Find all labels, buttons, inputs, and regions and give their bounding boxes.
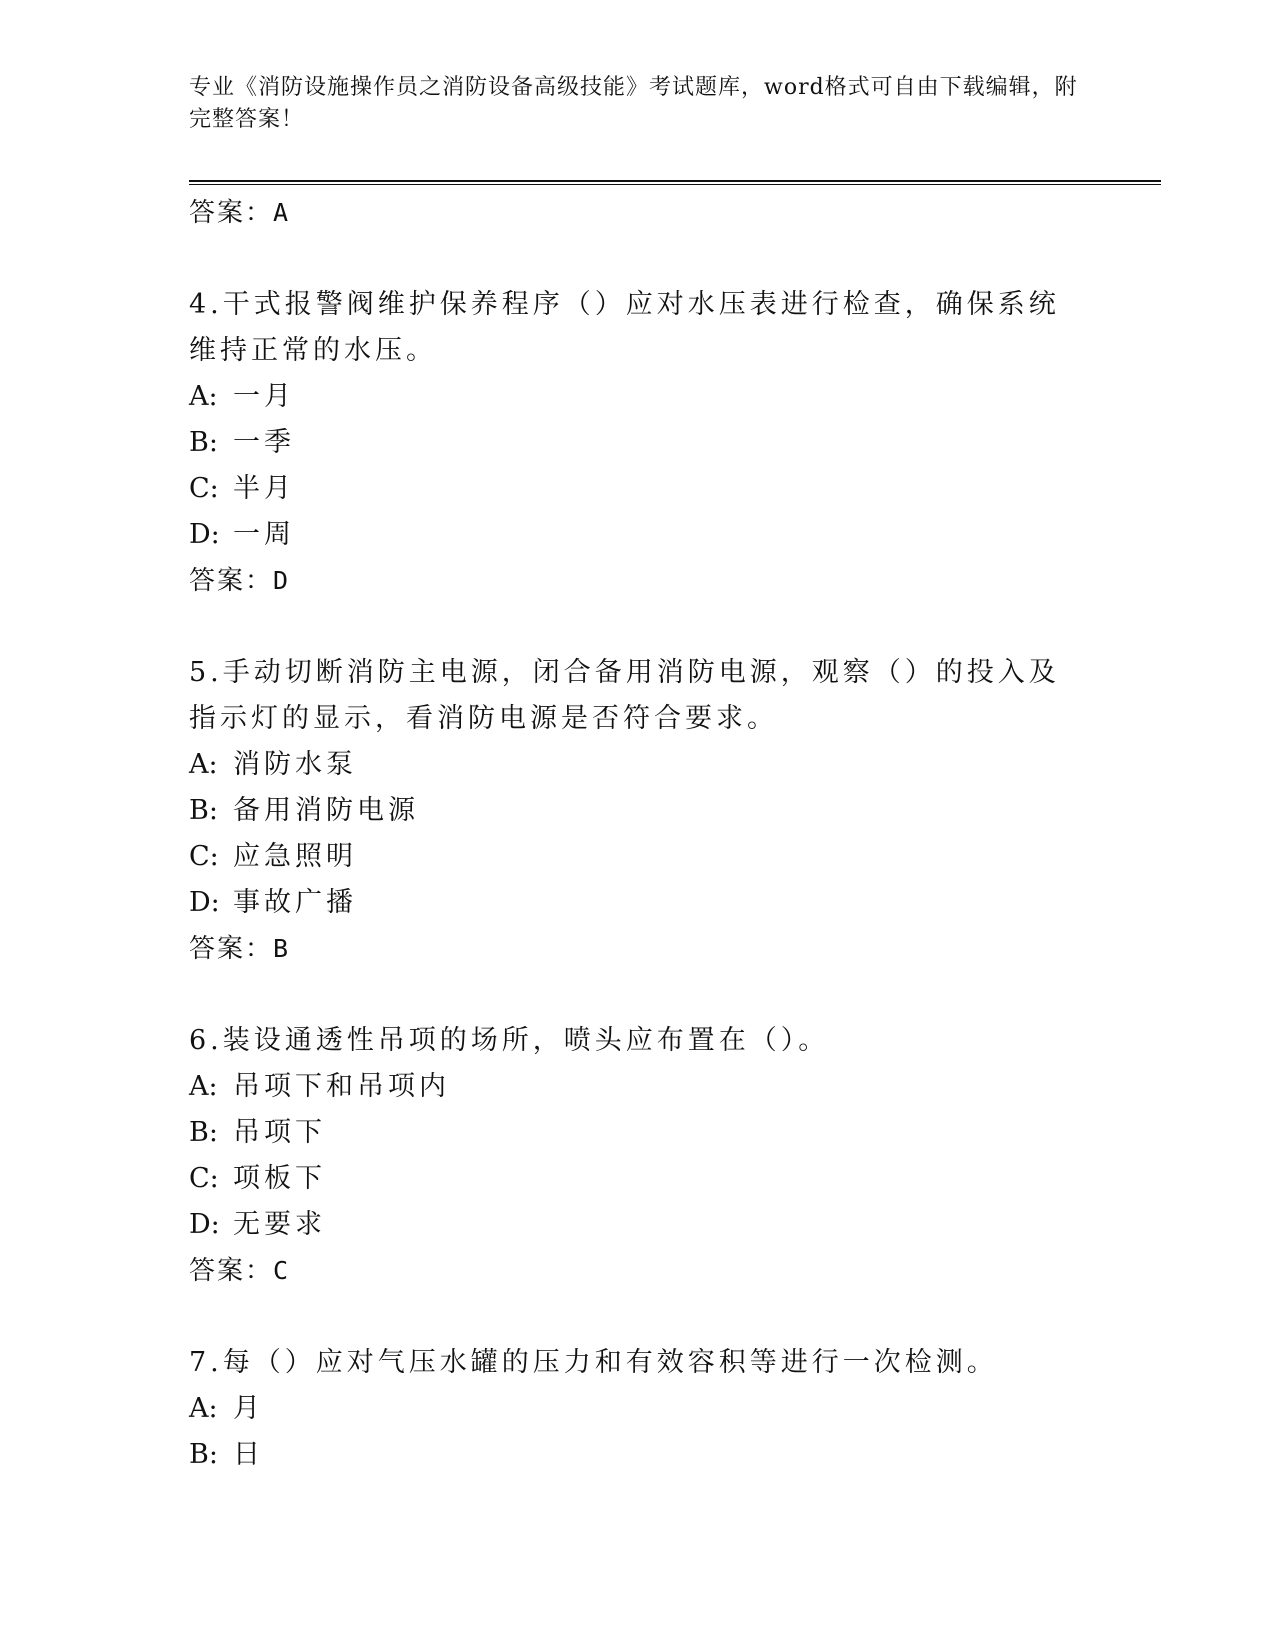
question-text: 4.干式报警阀维护保养程序（）应对水压表进行检查，确保系统维持正常的水压。	[189, 289, 1060, 366]
spacer	[189, 1294, 1069, 1340]
option-key: C:	[189, 1163, 219, 1194]
answer-label: 答案：	[189, 566, 274, 596]
option-key: D:	[189, 519, 220, 550]
option-text: 吊项下	[233, 1117, 326, 1148]
option-a	[189, 1386, 1069, 1432]
option-key: A:	[189, 749, 218, 780]
option-key: A:	[189, 1393, 218, 1424]
option-text: 日	[233, 1439, 264, 1470]
question-text: 6.装设通透性吊项的场所，喷头应布置在（）。	[189, 1025, 830, 1056]
option-key: C:	[189, 473, 219, 504]
answer-value: D	[273, 566, 290, 595]
option-b	[189, 788, 1069, 834]
option-b	[189, 1110, 1069, 1156]
answer-line	[189, 926, 1069, 972]
answer-line	[189, 558, 1069, 604]
option-a	[189, 374, 1069, 420]
option-text: 一季	[233, 427, 295, 458]
header-divider	[189, 180, 1161, 185]
option-text: 一周	[233, 519, 295, 550]
answer-label: 答案：	[189, 1256, 274, 1286]
question-block	[189, 282, 1069, 604]
option-d	[189, 1202, 1069, 1248]
option-key: B:	[189, 1117, 218, 1148]
spacer	[189, 604, 1069, 650]
question-block	[189, 1340, 1069, 1478]
option-key: D:	[189, 1209, 220, 1240]
option-key: D:	[189, 887, 220, 918]
option-c	[189, 1156, 1069, 1202]
option-text: 应急照明	[233, 841, 357, 872]
option-key: A:	[189, 381, 218, 412]
option-d	[189, 880, 1069, 926]
option-key: C:	[189, 841, 219, 872]
option-b	[189, 1432, 1069, 1478]
option-text: 吊项下和吊项内	[233, 1071, 450, 1102]
option-d	[189, 512, 1069, 558]
answer-value: A	[273, 198, 290, 227]
answer-label: 答案：	[189, 934, 274, 964]
option-text: 备用消防电源	[233, 795, 419, 826]
answer-value: B	[273, 934, 290, 963]
question-text: 5.手动切断消防主电源，闭合备用消防电源，观察（）的投入及指示灯的显示，看消防电源是否符合要求。	[189, 657, 1060, 734]
spacer	[189, 236, 1069, 282]
option-text: 半月	[233, 473, 295, 504]
question-block	[189, 1018, 1069, 1294]
question-list	[189, 190, 1069, 1478]
answer-line	[189, 1248, 1069, 1294]
question-text: 7.每（）应对气压水罐的压力和有效容积等进行一次检测。	[189, 1347, 998, 1378]
option-a	[189, 742, 1069, 788]
option-text: 事故广播	[233, 887, 357, 918]
option-text: 一月	[233, 381, 295, 412]
option-key: A:	[189, 1071, 218, 1102]
answer-line	[189, 190, 1069, 236]
question-block	[189, 650, 1069, 972]
spacer	[189, 972, 1069, 1018]
option-c	[189, 834, 1069, 880]
option-text: 项板下	[233, 1163, 326, 1194]
option-key: B:	[189, 795, 218, 826]
option-b	[189, 420, 1069, 466]
option-text: 消防水泵	[233, 749, 357, 780]
answer-label: 答案：	[189, 198, 274, 228]
answer-value: C	[273, 1256, 290, 1285]
option-c	[189, 466, 1069, 512]
document-header: 专业《消防设施操作员之消防设备高级技能》考试题库，word格式可自由下载编辑，附完整答案！	[189, 75, 1078, 132]
option-text: 月	[233, 1393, 264, 1424]
option-key: B:	[189, 1439, 218, 1470]
option-a	[189, 1064, 1069, 1110]
option-key: B:	[189, 427, 218, 458]
option-text: 无要求	[233, 1209, 326, 1240]
